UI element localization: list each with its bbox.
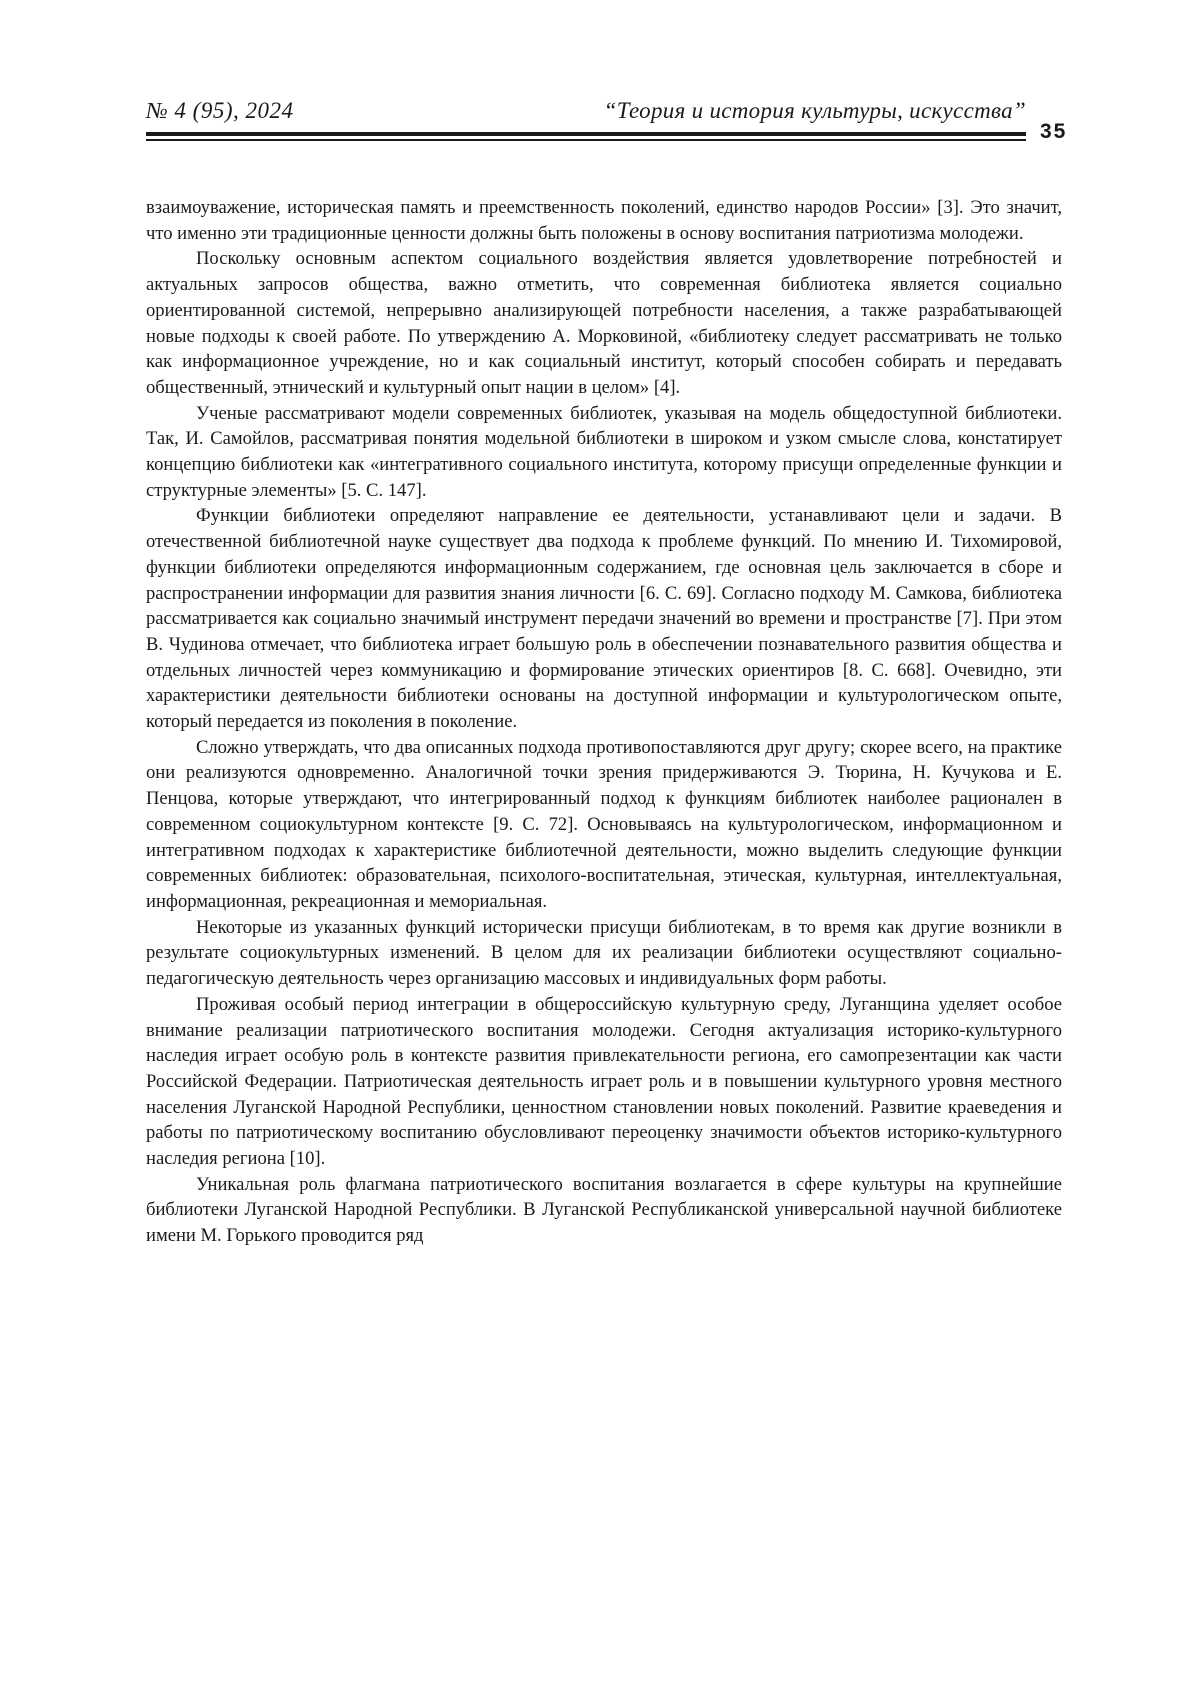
paragraph-1: взаимоуважение, историческая память и преемственность поколений, единство народов России» [3]. Это значит, что именно эти традиционные ценности должны быть положены в основу воспитания патриотизма молодежи. [146,195,1062,246]
journal-title: “Теория и история культуры, искусства” [604,98,1026,124]
paragraph-2: Поскольку основным аспектом социального воздействия является удовлетворение потребностей и актуальных запросов общества, важно отметить, что современная библиотека является социально ориентированной системой, непрерывно анализирующей потребности населения, а также разрабатывающей новые подходы к своей работе. По утверждению А. Морковиной, «библиотеку следует рассматривать не только как информационное учреждение, но и как социальный институт, который способен собирать и передавать общественный, этнический и культурный опыт нации в целом» [4]. [146,246,1062,400]
paragraph-6: Некоторые из указанных функций исторически присущи библиотекам, в то время как другие возникли в результате социокультурных изменений. В целом для их реализации библиотеки осуществляют социально-педагогическую деятельность через организацию массовых и индивидуальных форм работы. [146,915,1062,992]
journal-page [0,0,1200,1698]
paragraph-8: Уникальная роль флагмана патриотического воспитания возлагается в сфере культуры на крупнейшие библиотеки Луганской Народной Республики. В Луганской Республиканской универсальной научной библиотеке имени М. Горького проводится ряд [146,1172,1062,1249]
page-number: 35 [1040,120,1067,144]
running-header [146,98,1026,142]
paragraph-5: Сложно утверждать, что два описанных подхода противопоставляются друг другу; скорее всего, на практике они реализуются одновременно. Аналогичной точки зрения придерживаются Э. Тюрина, Н. Кучукова и Е. Пенцова, которые утверждают, что интегрированный подход к функциям библиотек наиболее рационален в современном социокультурном контексте [9. С. 72]. Основываясь на культурологическом, информационном и интегративном подходах к характеристике библиотечной деятельности, можно выделить следующие функции современных библиотек: образовательная, психолого-воспитательная, этическая, культурная, интеллектуальная, информационная, рекреационная и мемориальная. [146,735,1062,915]
article-body [146,195,1062,1249]
header-rule-thick [146,132,1026,136]
header-rule-thin [146,139,1026,141]
issue-number: № 4 (95), 2024 [146,98,294,124]
paragraph-7: Проживая особый период интеграции в общероссийскую культурную среду, Луганщина уделяет особое внимание реализации патриотического воспитания молодежи. Сегодня актуализация историко-культурного наследия играет особую роль в контексте развития привлекательности региона, его самопрезентации как части Российской Федерации. Патриотическая деятельность играет роль и в повышении культурного уровня местного населения Луганской Народной Республики, ценностном становлении новых поколений. Развитие краеведения и работы по патриотическому воспитанию обусловливают переоценку значимости объектов историко-культурного наследия региона [10]. [146,992,1062,1172]
paragraph-3: Ученые рассматривают модели современных библиотек, указывая на модель общедоступной библиотеки. Так, И. Самойлов, рассматривая понятия модельной библиотеки в широком и узком смысле слова, констатирует концепцию библиотеки как «интегративного социального института, которому присущи определенные функции и структурные элементы» [5. С. 147]. [146,401,1062,504]
paragraph-4: Функции библиотеки определяют направление ее деятельности, устанавливают цели и задачи. В отечественной библиотечной науке существует два подхода к проблеме функций. По мнению И. Тихомировой, функции библиотеки определяются информационным содержанием, где основная цель заключается в сборе и распространении информации для развития знания личности [6. С. 69]. Согласно подходу М. Самкова, библиотека рассматривается как социально значимый инструмент передачи значений во времени и пространстве [7]. При этом В. Чудинова отмечает, что библиотека играет большую роль в обеспечении познавательного развития общества и отдельных личностей через коммуникацию и формирование этических ориентиров [8. С. 668]. Очевидно, эти характеристики деятельности библиотеки основаны на доступной информации и культурологическом опыте, который передается из поколения в поколение. [146,503,1062,734]
